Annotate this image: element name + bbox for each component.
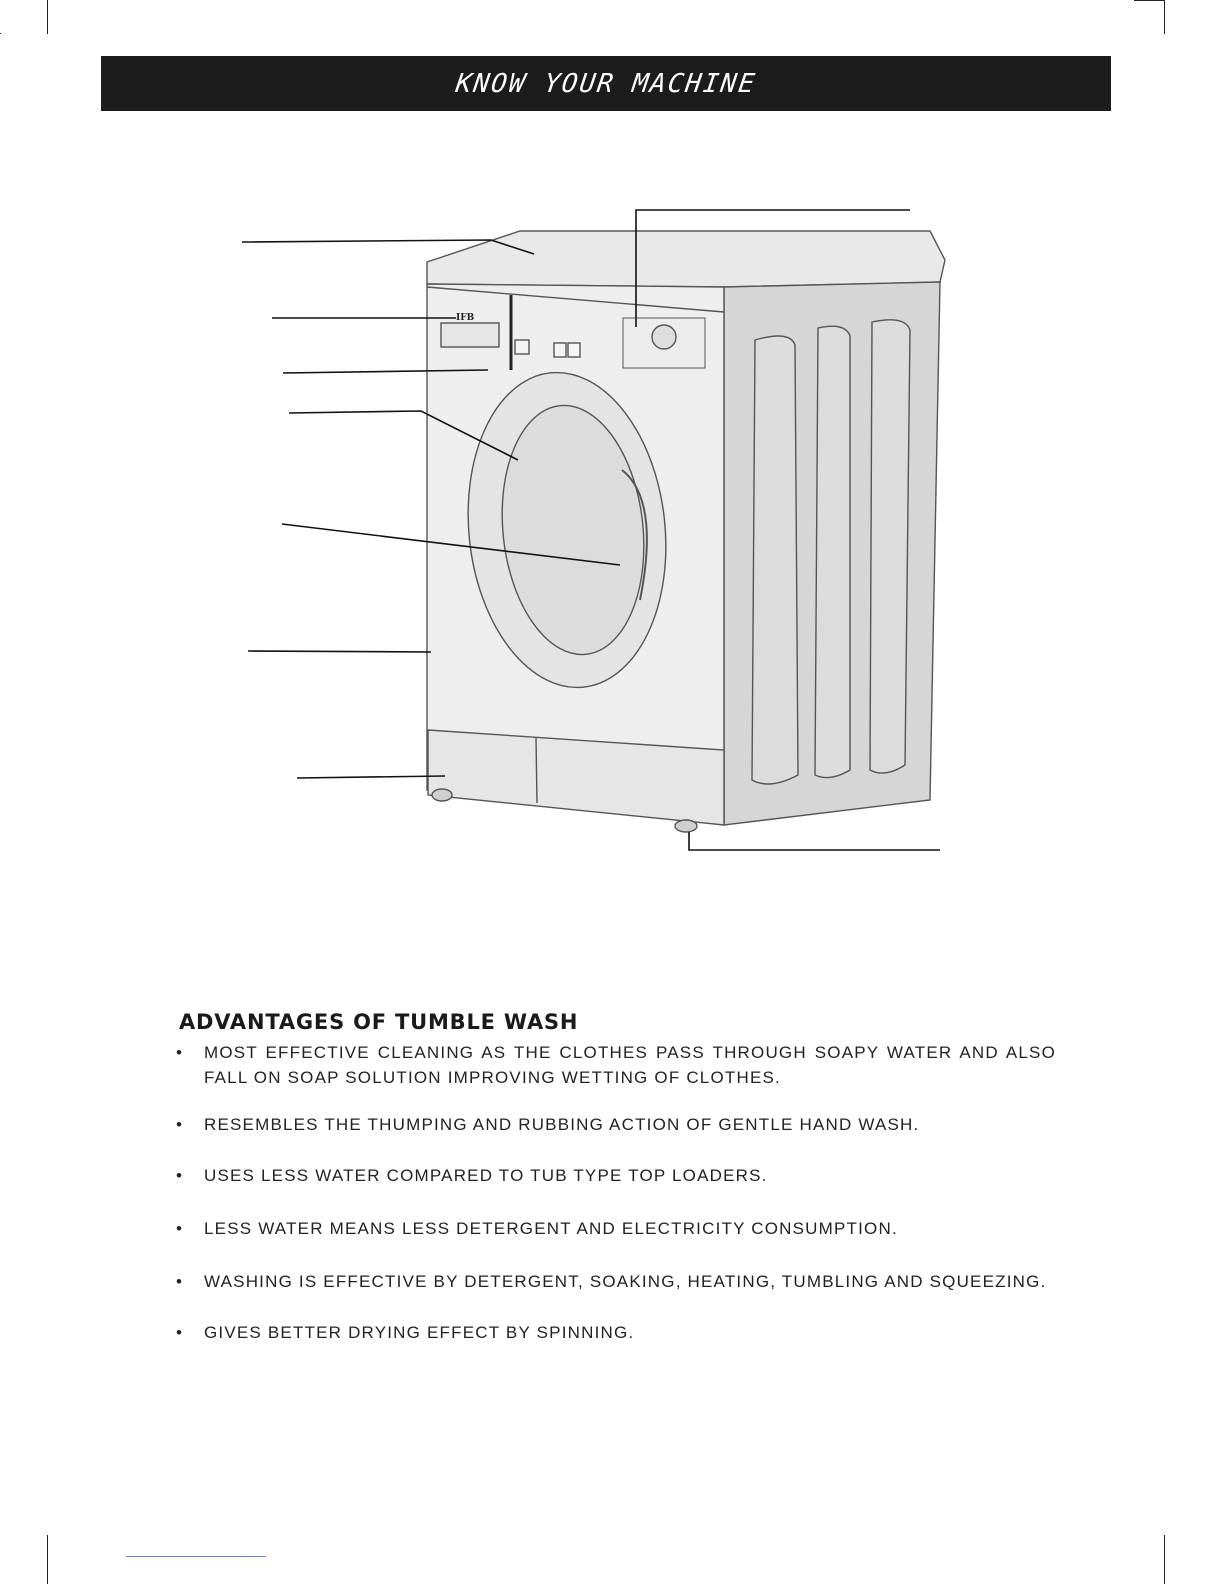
rear-foot [675,820,697,832]
callout-body [248,651,431,652]
list-item [176,1269,1056,1294]
bullet-dot: • [176,1323,184,1342]
washing-machine-illustration [427,231,945,832]
bullet-dot: • [176,1166,184,1185]
control-button [568,343,580,357]
detergent-drawer [441,323,499,347]
advantages-heading: ADVANTAGES OF TUMBLE WASH [179,1010,579,1034]
bullet-dot: • [176,1272,184,1291]
advantage-text: WASHING IS EFFECTIVE BY DETERGENT, SOAKING, HEATING, TUMBLING AND SQUEEZING. [204,1272,1047,1291]
advantage-text: LESS WATER MEANS LESS DETERGENT AND ELECTRICITY CONSUMPTION. [204,1219,898,1238]
program-dial [652,325,676,349]
control-button [554,343,566,357]
bullet-dot: • [176,1043,184,1062]
advantages-list [176,1040,1056,1345]
crop-mark-bottom-right-v [1164,1535,1165,1584]
callout-front-foot [297,776,445,778]
bullet-dot: • [176,1219,184,1238]
control-button [515,340,529,354]
footer-link-underline [126,1556,266,1557]
list-item [176,1163,1056,1188]
advantage-text: RESEMBLES THE THUMPING AND RUBBING ACTION OF GENTLE HAND WASH. [204,1115,920,1134]
crop-mark-bottom-left-v [47,1535,48,1584]
plinth-split [536,738,537,803]
top-cover [427,231,945,287]
advantage-text: USES LESS WATER COMPARED TO TUB TYPE TOP LOADERS. [204,1166,768,1185]
advantage-text: MOST EFFECTIVE CLEANING AS THE CLOTHES PASS THROUGH SOAPY WATER AND ALSO FALL ON SOAP SOLUTION IMPROVING WETTING OF CLOTHES. [204,1043,1056,1087]
list-item [176,1216,1056,1241]
bullet-dot: • [176,1115,184,1134]
advantage-text: GIVES BETTER DRYING EFFECT BY SPINNING. [204,1323,635,1342]
side-rib [815,326,850,777]
brand-logo: IFB [456,313,475,323]
list-item [176,1320,1056,1345]
page-title: KNOW YOUR MACHINE [453,68,759,99]
list-item [176,1112,1056,1137]
callout-rear-foot [689,832,940,850]
list-item [176,1040,1056,1090]
front-foot [432,789,452,801]
side-rib [752,336,798,784]
side-rib [870,320,910,773]
